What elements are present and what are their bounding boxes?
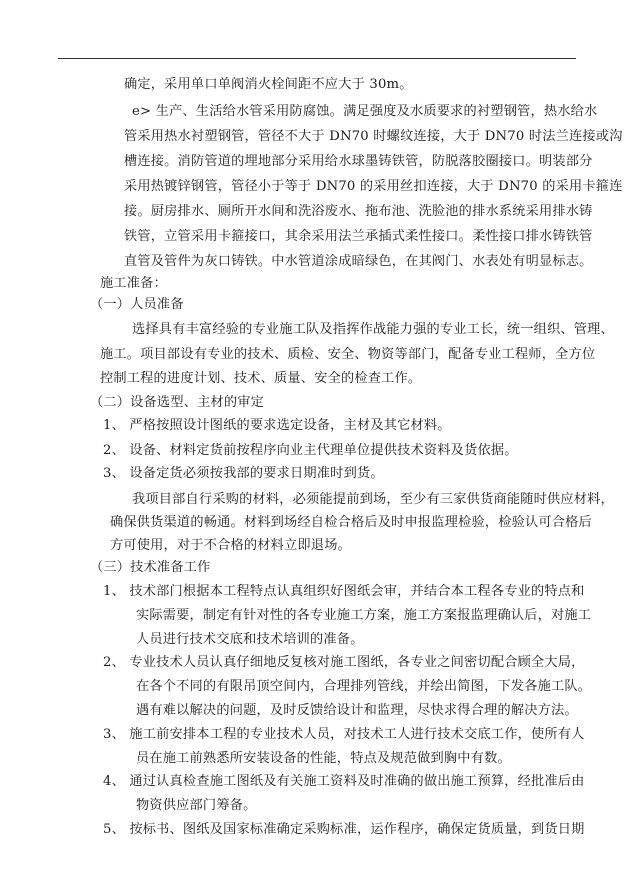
text-line: 实际需要，制定有针对性的各专业施工方案，施工方案报监理确认后，对施工 [136,608,592,623]
text-line: 选择具有丰富经验的专业施工队及指挥作战能力强的专业工长，统一组织、管理、 [132,322,614,337]
text-line: 方可使用，对于不合格的材料立即退场。 [110,538,351,553]
section-heading: 施工准备： [100,276,167,291]
text-line: 员在施工前熟悉所安装设备的性能，特点及规范做到胸中有数。 [136,751,511,766]
text-line: 采用热镀锌钢管，管径小于等于 DN70 的采用丝扣连接，大于 DN70 的采用卡箍连 [124,179,623,194]
text-line: 人员进行技术交底和技术培训的准备。 [136,632,364,647]
list-item: 2、 专业技术人员认真仔细地反复核对施工图纸，各专业之间密切配合顾全大局， [103,655,585,670]
list-item: 4、 通过认真检查施工图纸及有关施工资料及时准确的做出施工预算，经批准后由 [103,774,585,789]
text-line: 施工。项目部设有专业的技术、质检、安全、物资等部门，配备专业工程师，全方位 [100,347,596,362]
text-line: 物资供应部门筹备。 [136,798,257,813]
section-heading: （二）设备选型、主材的审定 [90,395,265,410]
text-line: 确定，采用单口单阀消火栓间距不应大于 30m。 [124,77,413,92]
text-line: 直管及管件为灰口铸铁。中水管道涂成暗绿色，在其阀门、水表处有明显标志。 [124,254,593,269]
list-item: 3、 施工前安排本工程的专业技术人员，对技术工人进行技术交底工作，使所有人 [103,727,585,742]
section-heading: （三）技术准备工作 [90,560,211,575]
list-item: 1、 严格按照设计图纸的要求选定设备，主材及其它材料。 [103,418,451,433]
list-item: 2、 设备、材料定货前按程序向业主代理单位提供技术资料及货依据。 [103,443,518,458]
list-item: 1、 技术部门根据本工程特点认真组织好图纸会审，并结合本工程各专业的特点和 [103,584,585,599]
text-line: 我项目部自行采购的材料，必须能提前到场，至少有三家供货商能随时供应材料， [132,492,614,507]
text-line: 铁管，立管采用卡箍接口，其余采用法兰承插式柔性接口。柔性接口排水铸铁管 [124,229,593,244]
list-item: 5、 按标书、图纸及国家标准确定采购标准，运作程序，确保定货质量，到货日期 [103,822,585,837]
header-rule [58,58,576,59]
text-line: 确保供货渠道的畅通。材料到场经自检合格后及时申报监理检验，检验认可合格后 [110,515,592,530]
section-heading: （一）人员准备 [90,297,184,312]
text-line: 槽连接。消防管道的埋地部分采用给水球墨铸铁管，防脱落胶圈接口。明装部分 [124,154,593,169]
text-line: 控制工程的进度计划、技术、质量、安全的检查工作。 [100,371,422,386]
text-line: 在各个不同的有限吊顶空间内，合理排列管线，并绘出简图，下发各施工队。 [136,679,592,694]
text-line: e> 生产、生活给水管采用防腐蚀。满足强度及水质要求的衬塑钢管，热水给水 [132,104,598,119]
text-line: 管采用热水衬塑钢管，管径不大于 DN70 时螺纹连接，大于 DN70 时法兰连接或沟 [124,129,623,144]
list-item: 3、 设备定货必须按我部的要求日期准时到货。 [103,466,384,481]
text-line: 接。厨房排水、厕所开水间和洗浴废水、拖布池、洗脸池的排水系统采用排水铸 [124,204,593,219]
text-line: 遇有难以解决的问题，及时反馈给设计和监理，尽快求得合理的解决方法。 [136,703,578,718]
